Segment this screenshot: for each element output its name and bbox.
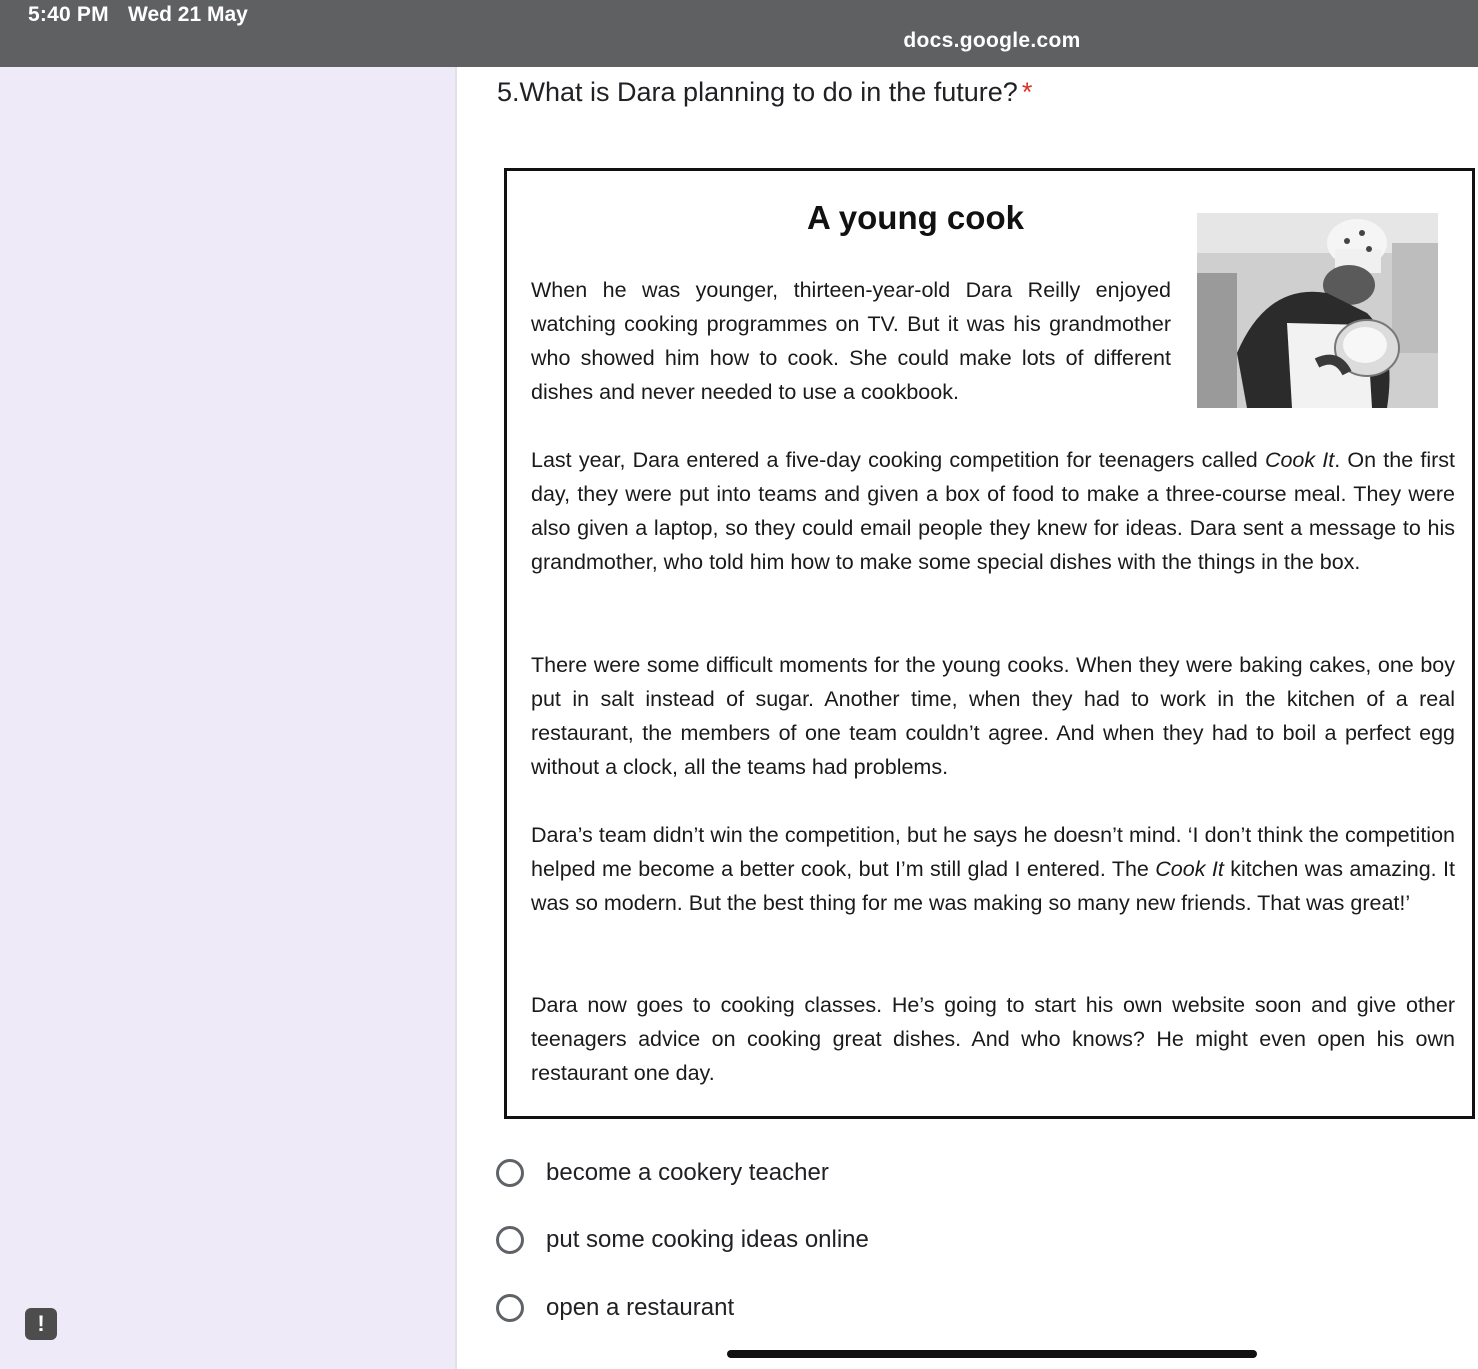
- passage-title: A young cook: [807, 199, 1024, 236]
- photo-illustration: [1197, 213, 1438, 408]
- competition-name: Cook It: [1155, 857, 1224, 881]
- passage-paragraph: Dara now goes to cooking classes. He’s going to start his own website soon and give other teenagers advice on cooking great dishes. And who knows? He might even open his own restaurant one day.: [531, 993, 1455, 1085]
- answer-option[interactable]: [496, 1222, 869, 1258]
- passage-paragraph: Last year, Dara entered a five-day cooking competition for teenagers called Cook It. On the first day, they were put into teams and given a box of food to make a three-course meal. They were also given a laptop, so they could email people they knew for ideas. Dara sent a message to his grandmother, who told him how to make some special dishes with the things in the box.: [531, 448, 1455, 574]
- answer-option[interactable]: [496, 1155, 829, 1191]
- passage-paragraph: When he was younger, thirteen-year-old Dara Reilly enjoyed watching cooking programmes on TV. But it was his grandmother who showed him how to cook. She could make lots of different dishes and never needed to use a cookbook.: [531, 278, 1171, 404]
- left-panel: [0, 67, 457, 1369]
- report-problem-button[interactable]: [25, 1308, 57, 1340]
- exclamation-icon: !: [37, 1311, 45, 1336]
- url-label[interactable]: docs.google.com: [903, 29, 1081, 52]
- radio-button[interactable]: [496, 1294, 524, 1322]
- question-title: [497, 77, 1032, 108]
- passage-paragraph: Dara’s team didn’t win the competition, but he says he doesn’t mind. ‘I don’t think the competition helped me become a better cook, but I’m still glad I entered. The Cook It kitchen was amazing. It was so modern. But the best thing for me was making so many new friends. That was great!’: [531, 823, 1455, 915]
- required-asterisk: *: [1021, 77, 1033, 107]
- passage-paragraph: There were some difficult moments for the young cooks. When they were baking cakes, one boy put in salt instead of sugar. Another time, when they had to work in the kitchen of a real restaurant, the members of one team couldn’t agree. And when they had to boil a perfect egg without a clock, all the teams had problems.: [531, 653, 1455, 779]
- status-date: Wed 21 May: [128, 3, 248, 26]
- competition-name: Cook It: [1264, 448, 1335, 472]
- radio-button[interactable]: [496, 1226, 524, 1254]
- option-label[interactable]: become a cookery teacher: [546, 1159, 829, 1186]
- radio-button[interactable]: [496, 1159, 524, 1187]
- status-bar: [0, 0, 1478, 67]
- option-label[interactable]: put some cooking ideas online: [546, 1226, 869, 1253]
- reading-passage: [504, 168, 1475, 1119]
- answer-option[interactable]: [496, 1290, 734, 1326]
- option-label[interactable]: open a restaurant: [546, 1294, 735, 1321]
- home-indicator: [727, 1350, 1257, 1358]
- question-text: 5.What is Dara planning to do in the future?: [497, 77, 1018, 107]
- boy-cooking-photo: [1197, 213, 1438, 408]
- status-time: 5:40 PM: [28, 3, 109, 26]
